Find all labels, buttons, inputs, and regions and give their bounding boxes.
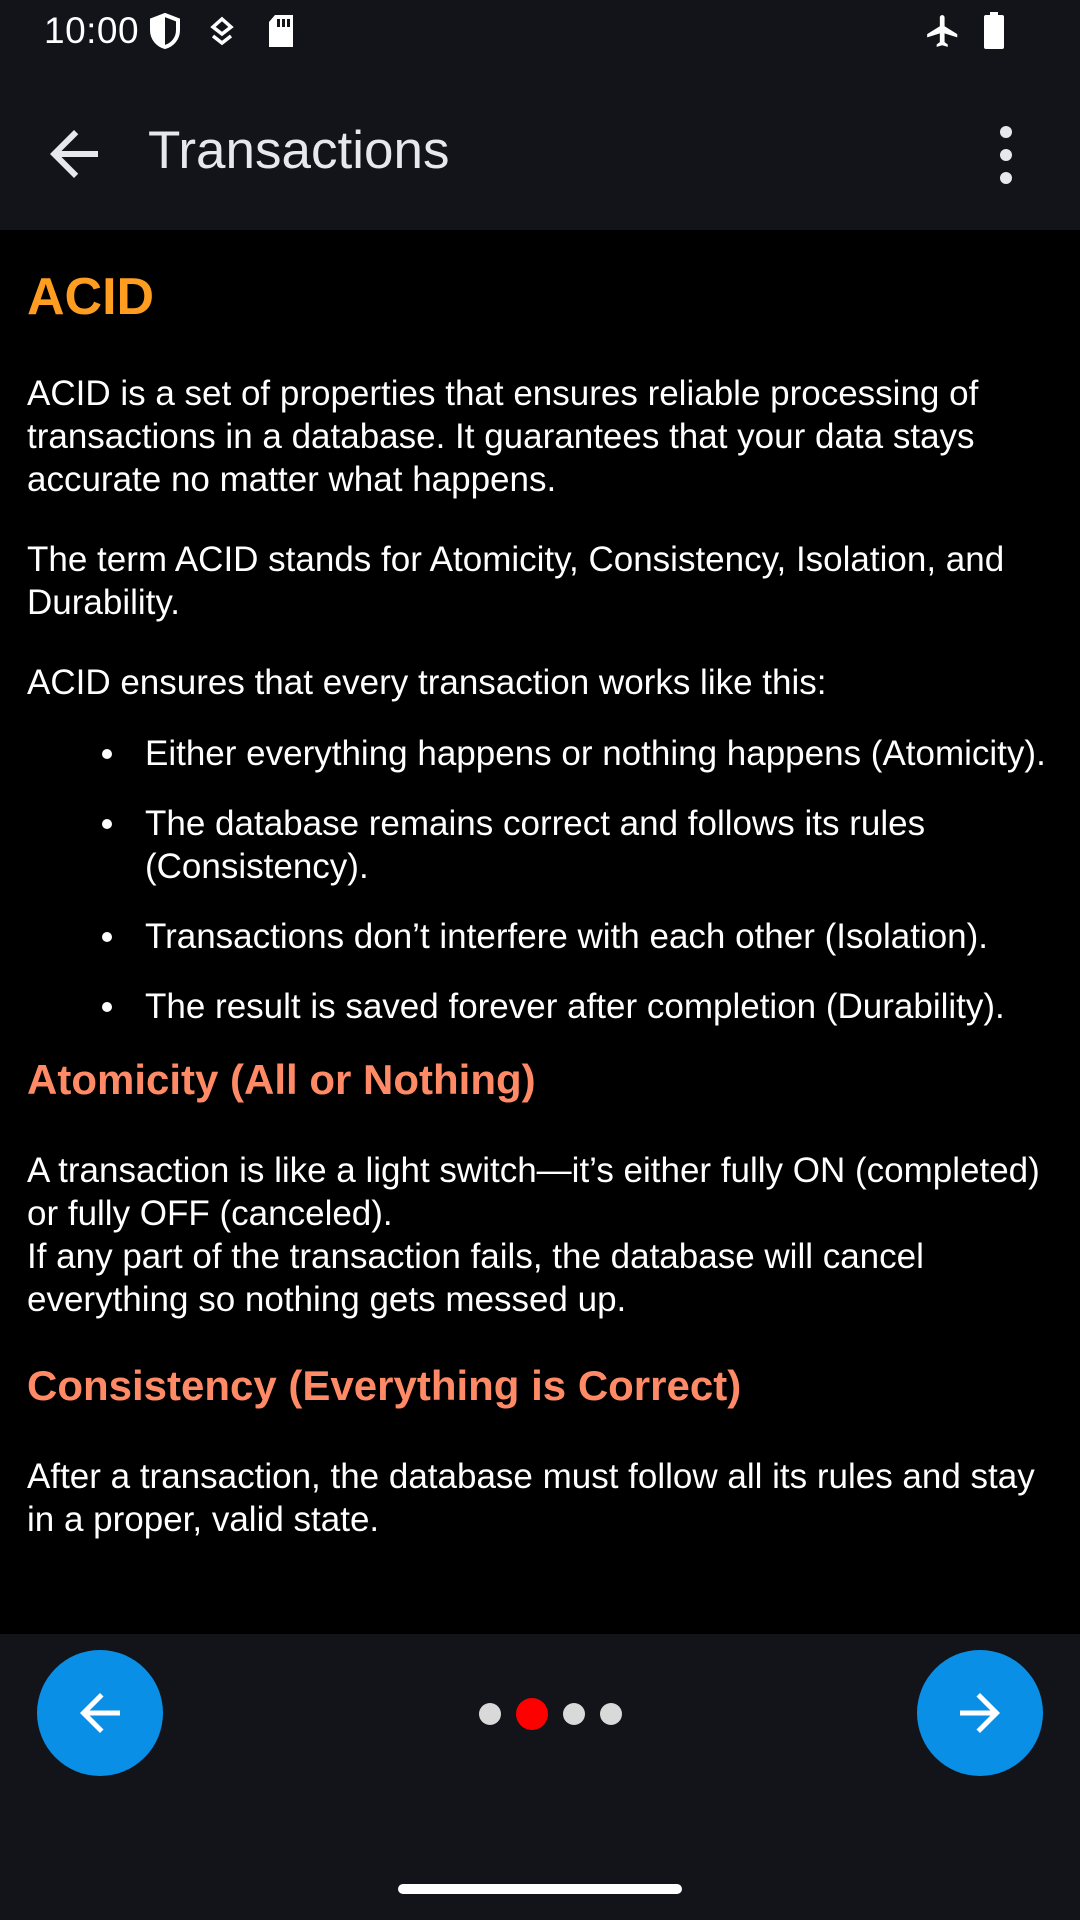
bullet-dot	[102, 932, 112, 942]
list-item	[145, 985, 1053, 1028]
arrow-back-icon	[38, 118, 110, 190]
list-item	[145, 915, 1053, 958]
arrow-right-icon	[950, 1683, 1010, 1743]
shield-icon	[148, 12, 182, 50]
bullet-dot	[102, 1002, 112, 1012]
section-paragraph	[27, 1455, 1053, 1541]
page-dot[interactable]	[563, 1703, 585, 1725]
more-vert-icon	[985, 122, 1027, 188]
sd-card-icon	[266, 13, 296, 49]
list-item-text: Transactions don’t interfere with each other (Isolation).	[145, 917, 989, 956]
list-item-text: Either everything happens or nothing happens (Atomicity).	[145, 734, 1046, 773]
more-options-button[interactable]	[985, 122, 1027, 188]
battery-icon	[982, 12, 1006, 50]
pager-bar	[0, 1634, 1080, 1920]
article-heading: ACID	[27, 268, 155, 326]
section-line: If any part of the transaction fails, the database will cancel everything so nothing gets messed up.	[27, 1237, 924, 1319]
intro-paragraph: ACID is a set of properties that ensures reliable processing of transactions in a database. It guarantees that your data stays accurate no matter what happens.	[27, 374, 979, 499]
section-paragraph	[27, 1149, 1053, 1321]
next-page-button[interactable]	[917, 1650, 1043, 1776]
page-title: Transactions	[148, 121, 450, 180]
status-time: 10:00	[44, 10, 140, 51]
section-heading-atomicity: Atomicity (All or Nothing)	[27, 1056, 536, 1103]
data-saver-icon	[208, 16, 236, 48]
intro-paragraph: The term ACID stands for Atomicity, Consistency, Isolation, and Durability.	[27, 540, 1005, 622]
app-bar	[0, 62, 1080, 230]
back-button[interactable]	[38, 118, 110, 190]
list-item	[145, 802, 1053, 888]
list-item-text: The database remains correct and follows its rules (Consistency).	[145, 804, 926, 886]
list-item	[145, 732, 1053, 775]
status-bar	[0, 0, 1080, 62]
page-dot[interactable]	[600, 1703, 622, 1725]
bullet-dot	[102, 819, 112, 829]
section-line: A transaction is like a light switch—it’s either fully ON (completed) or fully OFF (canceled).	[27, 1151, 1040, 1233]
section-line: After a transaction, the database must follow all its rules and stay in a proper, valid state.	[27, 1457, 1035, 1539]
acid-bullet-list	[27, 732, 1053, 1028]
airplane-icon	[924, 12, 962, 50]
article-content[interactable]	[0, 230, 1080, 1634]
home-indicator[interactable]	[398, 1884, 682, 1894]
intro-paragraph: ACID ensures that every transaction works like this:	[27, 663, 827, 702]
bullet-dot	[102, 749, 112, 759]
list-item-text: The result is saved forever after completion (Durability).	[145, 987, 1005, 1026]
section-heading-consistency: Consistency (Everything is Correct)	[27, 1362, 742, 1409]
page-dot[interactable]	[479, 1703, 501, 1725]
page-dot-active[interactable]	[516, 1698, 548, 1730]
